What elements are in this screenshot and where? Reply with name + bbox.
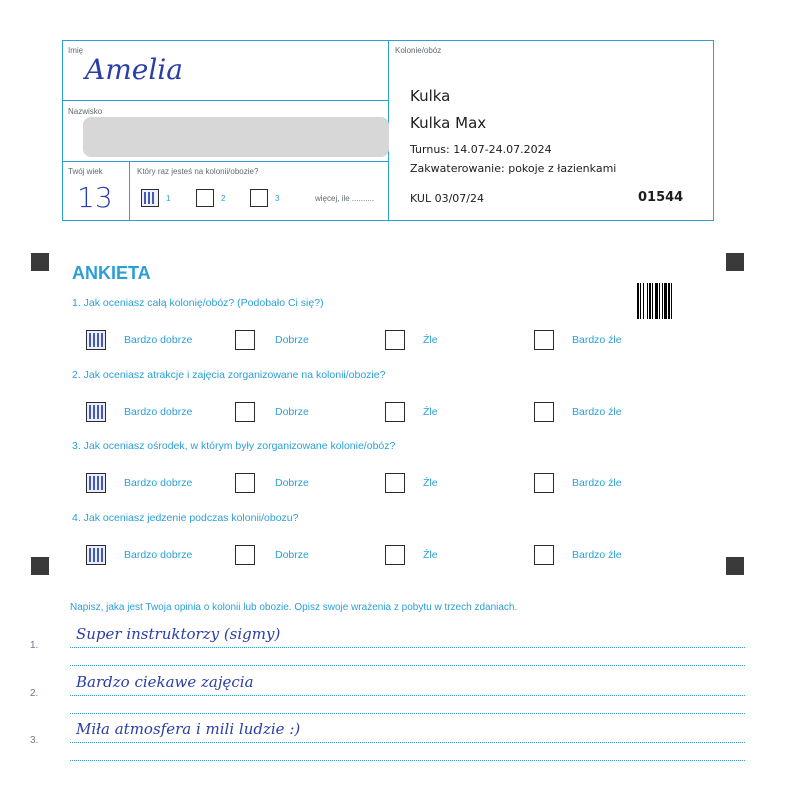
question-3-checkbox-4[interactable] — [534, 473, 554, 493]
more-times-label: więcej, ile .......... — [315, 194, 375, 203]
camp-name-1: Kulka — [410, 87, 451, 105]
last-name-label: Nazwisko — [68, 107, 103, 116]
which-time-label: Który raz jesteś na kolonii/obozie? — [137, 167, 259, 176]
opinion-line-number-2: 2. — [30, 688, 39, 699]
turnus-text: Turnus: 14.07-24.07.2024 — [410, 143, 552, 156]
survey-title: ANKIETA — [72, 263, 151, 283]
question-3-option-label-3: Źle — [423, 477, 438, 489]
question-2-option-label-2: Dobrze — [275, 406, 309, 418]
last-name-redacted[interactable] — [83, 117, 389, 157]
registration-mark-top-left — [31, 253, 49, 271]
registration-mark-top-right — [726, 253, 744, 271]
registration-mark-bottom-right — [726, 557, 744, 575]
question-4-checkbox-2[interactable] — [235, 545, 255, 565]
question-1-option-label-4: Bardzo źle — [572, 334, 622, 346]
barcode-icon — [637, 283, 691, 319]
form-number: 01544 — [638, 190, 684, 205]
accommodation-text: Zakwaterowanie: pokoje z łazienkami — [410, 162, 617, 175]
camp-code: KUL 03/07/24 — [410, 192, 484, 205]
age-label: Twój wiek — [68, 167, 103, 176]
opinion-dotted-line — [70, 760, 745, 761]
question-2-checkbox-4[interactable] — [534, 402, 554, 422]
question-4-option-label-4: Bardzo źle — [572, 549, 622, 561]
question-4-option-label-2: Dobrze — [275, 549, 309, 561]
question-4-checkbox-4[interactable] — [534, 545, 554, 565]
opinion-dotted-line — [70, 742, 745, 743]
question-1-option-label-1: Bardzo dobrze — [124, 334, 193, 346]
which-time-checkbox-3[interactable] — [250, 189, 268, 207]
camper-info-header — [62, 40, 714, 221]
question-3-checkbox-2[interactable] — [235, 473, 255, 493]
opinion-instruction: Napisz, jaka jest Twoja opinia o kolonii lub obozie. Opisz swoje wrażenia z pobytu w trzech zdaniach. — [70, 602, 518, 613]
opinion-dotted-line — [70, 695, 745, 696]
question-2-option-label-4: Bardzo źle — [572, 406, 622, 418]
question-1-checkbox-4[interactable] — [534, 330, 554, 350]
opinion-answer-1[interactable]: Super instruktorzy (sigmy) — [76, 625, 281, 643]
opinion-line-number-1: 1. — [30, 640, 39, 651]
question-1-option-label-2: Dobrze — [275, 334, 309, 346]
question-4-checkbox-3[interactable] — [385, 545, 405, 565]
question-2-checkbox-2[interactable] — [235, 402, 255, 422]
question-3-option-label-2: Dobrze — [275, 477, 309, 489]
question-3-checkbox-3[interactable] — [385, 473, 405, 493]
opinion-dotted-line — [70, 665, 745, 666]
question-4-option-label-1: Bardzo dobrze — [124, 549, 193, 561]
first-name-label: Imię — [68, 46, 84, 55]
question-4-checkbox-1[interactable] — [86, 545, 106, 565]
question-1-checkbox-3[interactable] — [385, 330, 405, 350]
question-1-text: 1. Jak oceniasz całą kolonię/obóz? (Podobało Ci się?) — [72, 297, 324, 309]
question-4-text: 4. Jak oceniasz jedzenie podczas kolonii/obozu? — [72, 512, 299, 524]
opinion-dotted-line — [70, 647, 745, 648]
header-line-2 — [63, 161, 388, 162]
question-4-option-label-3: Źle — [423, 549, 438, 561]
age-value[interactable]: 13 — [77, 181, 113, 214]
question-1-checkbox-1[interactable] — [86, 330, 106, 350]
barcode-bar — [672, 283, 674, 319]
opinion-line-number-3: 3. — [30, 735, 39, 746]
camp-name-2: Kulka Max — [410, 114, 487, 132]
question-3-option-label-1: Bardzo dobrze — [124, 477, 193, 489]
which-time-option-1: 1 — [166, 194, 171, 203]
question-3-option-label-4: Bardzo źle — [572, 477, 622, 489]
which-time-checkbox-2[interactable] — [196, 189, 214, 207]
question-2-text: 2. Jak oceniasz atrakcje i zajęcia zorganizowane na kolonii/obozie? — [72, 369, 386, 381]
question-3-text: 3. Jak oceniasz ośrodek, w którym były zorganizowane kolonie/obóz? — [72, 440, 396, 452]
opinion-answer-3[interactable]: Miła atmosfera i mili ludzie :) — [76, 720, 301, 738]
question-1-option-label-3: Źle — [423, 334, 438, 346]
question-2-checkbox-3[interactable] — [385, 402, 405, 422]
header-line-3 — [129, 161, 130, 220]
header-line-1 — [63, 100, 388, 101]
camp-label: Kolonie/obóz — [395, 46, 442, 55]
question-2-option-label-1: Bardzo dobrze — [124, 406, 193, 418]
which-time-option-2: 2 — [221, 194, 226, 203]
which-time-checkbox-1[interactable] — [141, 189, 159, 207]
question-1-checkbox-2[interactable] — [235, 330, 255, 350]
registration-mark-bottom-left — [31, 557, 49, 575]
which-time-option-3: 3 — [275, 194, 280, 203]
first-name-value[interactable]: Amelia — [85, 53, 183, 86]
question-3-checkbox-1[interactable] — [86, 473, 106, 493]
question-2-option-label-3: Źle — [423, 406, 438, 418]
opinion-dotted-line — [70, 713, 745, 714]
question-2-checkbox-1[interactable] — [86, 402, 106, 422]
opinion-answer-2[interactable]: Bardzo ciekawe zajęcia — [76, 673, 254, 691]
